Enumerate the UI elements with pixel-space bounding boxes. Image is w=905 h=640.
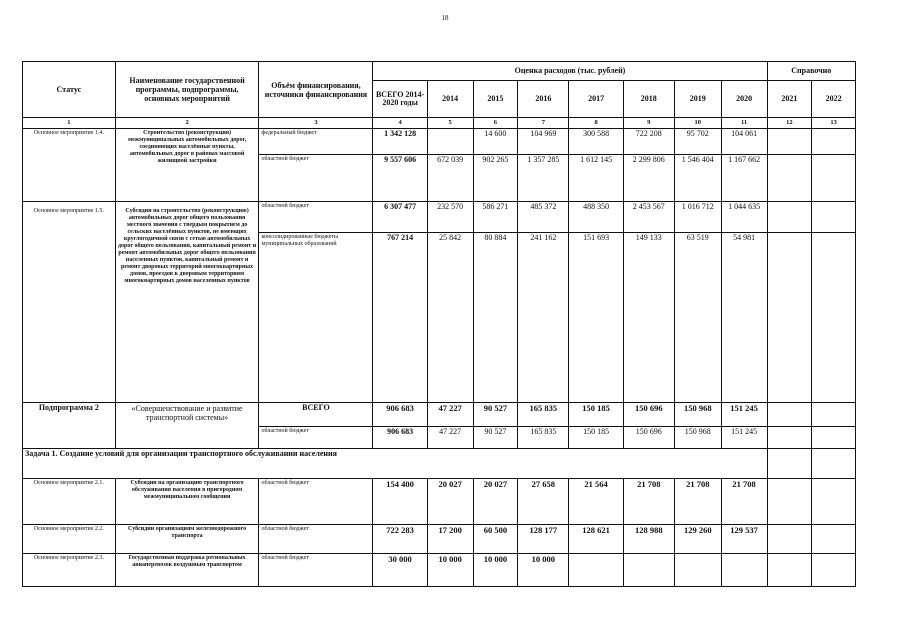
cell-empty <box>812 233 856 403</box>
cell-value: 47 227 <box>427 403 473 427</box>
cell-value: 149 133 <box>623 233 674 403</box>
cell-value: 21 708 <box>623 479 674 525</box>
cell-value: 150 185 <box>569 403 623 427</box>
cell-value: 21 564 <box>569 479 623 525</box>
cell-value: 2 299 806 <box>623 155 674 202</box>
cell-value <box>674 554 721 587</box>
row-source: областной бюджет <box>259 479 373 525</box>
cell-value: 150 696 <box>623 427 674 449</box>
cell-value: 241 162 <box>518 233 569 403</box>
cell-empty <box>767 403 812 427</box>
cell-value: 150 185 <box>569 427 623 449</box>
row-name: «Совершенствование и развитие транспортной системы» <box>115 403 259 449</box>
cell-value: 722 208 <box>623 129 674 155</box>
header-name: Наименование государственной программы, подпрограммы, основных мероприятий <box>115 62 259 118</box>
row-source: ВСЕГО <box>259 403 373 427</box>
cell-value: 10 000 <box>427 554 473 587</box>
row-source: федеральный бюджет <box>259 129 373 155</box>
header-estimate: Оценка расходов (тыс. рублей) <box>373 62 767 81</box>
header-year: 2016 <box>518 81 569 118</box>
cell-value: 151 693 <box>569 233 623 403</box>
cell-value: 150 968 <box>674 403 721 427</box>
col-number: 6 <box>473 118 518 129</box>
cell-empty <box>767 233 812 403</box>
row-status: Основное мероприятие 1.4. <box>23 129 116 202</box>
cell-value: 104 061 <box>721 129 767 155</box>
header-year: 2014 <box>427 81 473 118</box>
row-source: областной бюджет <box>259 427 373 449</box>
row-status: Основное мероприятие 2.2. <box>23 525 116 554</box>
cell-value: 128 621 <box>569 525 623 554</box>
cell-empty <box>767 449 812 479</box>
cell-empty <box>767 155 812 202</box>
row-name: Субсидии организациям железнодорожного транспорта <box>115 525 259 554</box>
row-total: 30 000 <box>373 554 427 587</box>
table-row <box>23 129 856 155</box>
table-row <box>23 403 856 427</box>
cell-value <box>623 554 674 587</box>
row-total: 1 342 128 <box>373 129 427 155</box>
cell-value: 165 835 <box>518 427 569 449</box>
cell-value: 47 227 <box>427 427 473 449</box>
header-status: Статус <box>23 62 116 118</box>
table-row <box>23 525 856 554</box>
row-total: 9 557 606 <box>373 155 427 202</box>
table-row <box>23 554 856 587</box>
cell-value: 1 546 404 <box>674 155 721 202</box>
cell-empty <box>767 554 812 587</box>
row-name: Субсидии на организацию транспортного обслуживания населения в пригородном межмуниципальном сообщении <box>115 479 259 525</box>
col-number: 4 <box>373 118 427 129</box>
col-number: 8 <box>569 118 623 129</box>
cell-value: 21 708 <box>674 479 721 525</box>
col-number: 12 <box>767 118 812 129</box>
row-total: 154 400 <box>373 479 427 525</box>
cell-value: 14 600 <box>473 129 518 155</box>
col-number: 3 <box>259 118 373 129</box>
cell-empty <box>812 525 856 554</box>
cell-value: 10 000 <box>518 554 569 587</box>
cell-value: 485 372 <box>518 202 569 233</box>
header-year: 2015 <box>473 81 518 118</box>
cell-empty <box>767 525 812 554</box>
cell-value: 129 260 <box>674 525 721 554</box>
cell-value: 1 044 635 <box>721 202 767 233</box>
cell-value: 10 000 <box>473 554 518 587</box>
header-volume: Объём финансирования, источники финансирования <box>259 62 373 118</box>
cell-value: 129 537 <box>721 525 767 554</box>
row-total: 6 307 477 <box>373 202 427 233</box>
row-source: областной бюджет <box>259 554 373 587</box>
cell-empty <box>812 427 856 449</box>
table-row <box>23 202 856 233</box>
cell-value: 488 350 <box>569 202 623 233</box>
cell-empty <box>812 129 856 155</box>
cell-value: 232 570 <box>427 202 473 233</box>
row-status: Основное мероприятие 1.5. <box>23 202 116 403</box>
cell-value: 1 167 662 <box>721 155 767 202</box>
cell-value <box>721 554 767 587</box>
cell-value: 300 588 <box>569 129 623 155</box>
cell-value: 150 696 <box>623 403 674 427</box>
cell-empty <box>812 479 856 525</box>
cell-value: 151 245 <box>721 427 767 449</box>
row-source: областной бюджет <box>259 202 373 233</box>
row-source: областной бюджет <box>259 155 373 202</box>
row-total: 906 683 <box>373 427 427 449</box>
cell-empty <box>812 155 856 202</box>
col-number: 1 <box>23 118 116 129</box>
cell-value: 20 027 <box>473 479 518 525</box>
cell-value: 20 027 <box>427 479 473 525</box>
cell-value: 150 968 <box>674 427 721 449</box>
row-total: 767 214 <box>373 233 427 403</box>
row-status: Основное мероприятие 2.1. <box>23 479 116 525</box>
row-status: Основное мероприятие 2.3. <box>23 554 116 587</box>
cell-empty <box>812 449 856 479</box>
header-year: 2018 <box>623 81 674 118</box>
cell-value: 63 519 <box>674 233 721 403</box>
col-number: 9 <box>623 118 674 129</box>
cell-empty <box>812 554 856 587</box>
cell-empty <box>767 129 812 155</box>
cell-value: 21 708 <box>721 479 767 525</box>
col-number: 11 <box>721 118 767 129</box>
cell-value: 27 658 <box>518 479 569 525</box>
cell-value: 1 612 145 <box>569 155 623 202</box>
cell-empty <box>812 403 856 427</box>
cell-empty <box>767 479 812 525</box>
row-name: Строительство (реконструкция) межмуниципальных автомобильных дорог, соединяющих населённые пункты, автомобильных дорог в районах массовой жилищной застройки <box>115 129 259 202</box>
header-year: 2017 <box>569 81 623 118</box>
cell-value: 902 265 <box>473 155 518 202</box>
table-row <box>23 479 856 525</box>
cell-value: 60 500 <box>473 525 518 554</box>
header-ref-year: 2022 <box>812 81 856 118</box>
col-number: 2 <box>115 118 259 129</box>
cell-empty <box>767 202 812 233</box>
cell-value <box>427 129 473 155</box>
cell-value: 672 039 <box>427 155 473 202</box>
cell-value: 128 177 <box>518 525 569 554</box>
header-ref-year: 2021 <box>767 81 812 118</box>
row-total: 906 683 <box>373 403 427 427</box>
cell-value: 151 245 <box>721 403 767 427</box>
row-name: Субсидии на строительство (реконструкцию) автомобильных дорог общего пользования местного значения с твердым покрытием до сельских населённых пунктов, не имеющих круглогодичной связи с сетью автомобильных дорог общего пользования, капитальный ремонт и ремонт автомобильных дорог общего пользования населенных пунктов, капитальный ремонт и ремонт дворовых территорий многоквартирных домов, проездов к дворовым территориям многоквартирных домов населенных пунктов <box>115 202 259 403</box>
cell-empty <box>812 202 856 233</box>
cell-value: 80 884 <box>473 233 518 403</box>
cell-value: 90 527 <box>473 403 518 427</box>
row-source: областной бюджет <box>259 525 373 554</box>
cell-value: 95 702 <box>674 129 721 155</box>
page-number: 18 <box>441 14 449 22</box>
col-number: 10 <box>674 118 721 129</box>
budget-table <box>22 61 856 587</box>
task-heading: Задача 1. Создание условий для организации транспортного обслуживании населения <box>23 449 768 479</box>
row-name: Государственная поддержка региональных авиаперевозок воздушным транспортом <box>115 554 259 587</box>
row-status: Подпрограмма 2 <box>23 403 116 449</box>
col-number: 5 <box>427 118 473 129</box>
cell-value: 54 981 <box>721 233 767 403</box>
cell-value: 1 016 712 <box>674 202 721 233</box>
col-number: 13 <box>812 118 856 129</box>
cell-value: 1 357 285 <box>518 155 569 202</box>
cell-value: 25 842 <box>427 233 473 403</box>
row-source: консолидированные бюджеты муниципальных образований <box>259 233 373 403</box>
cell-value: 128 988 <box>623 525 674 554</box>
cell-value: 17 200 <box>427 525 473 554</box>
cell-value: 165 835 <box>518 403 569 427</box>
cell-value: 104 969 <box>518 129 569 155</box>
row-total: 722 283 <box>373 525 427 554</box>
cell-value: 90 527 <box>473 427 518 449</box>
cell-value <box>569 554 623 587</box>
header-year: 2019 <box>674 81 721 118</box>
col-number: 7 <box>518 118 569 129</box>
cell-empty <box>767 427 812 449</box>
cell-value: 2 453 567 <box>623 202 674 233</box>
header-reference: Справочно <box>767 62 856 81</box>
cell-value: 586 271 <box>473 202 518 233</box>
table-row <box>23 449 856 479</box>
header-total: ВСЕГО 2014-2020 годы <box>373 81 427 118</box>
header-year: 2020 <box>721 81 767 118</box>
